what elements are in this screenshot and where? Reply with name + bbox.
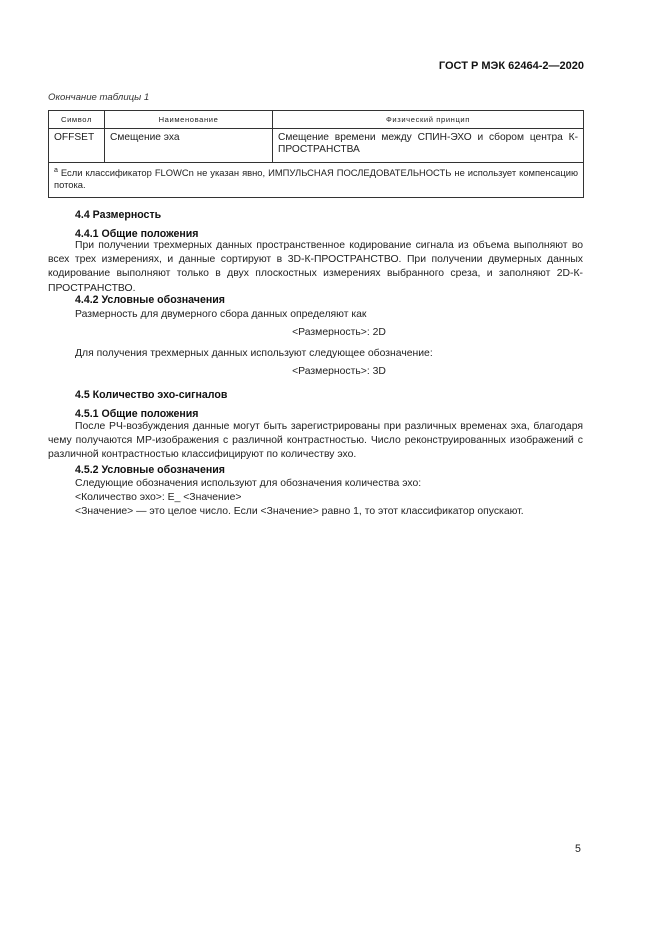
section-4-5-1-text	[48, 420, 583, 463]
formula-2d: <Размерность>: 2D	[292, 327, 386, 338]
echo-count-intro: Следующие обозначения используют для обозначения количества эхо:	[75, 478, 422, 489]
value-definition: <Значение> — это целое число. Если <Значение> равно 1, то этот классификатор опускают.	[75, 506, 524, 517]
table-caption: Окончание таблицы 1	[48, 92, 150, 103]
section-4-5-title: 4.5 Количество эхо-сигналов	[75, 389, 228, 401]
table-row	[49, 129, 584, 163]
document-header: ГОСТ Р МЭК 62464-2—2020	[438, 60, 584, 72]
table-footnote-row	[49, 163, 584, 198]
table-header-row	[49, 111, 584, 129]
column-header-name: Наименование	[105, 111, 273, 129]
page-number: 5	[575, 843, 581, 855]
dimension-2d-intro: Размерность для двумерного сбора данных определяют как	[75, 309, 367, 320]
cell-principle: Смещение времени между СПИН-ЭХО и сбором центра К-ПРОСТРАНСТВА	[273, 129, 584, 163]
dimension-3d-intro: Для получения трехмерных данных используют следующее обозначение:	[75, 348, 433, 359]
cell-symbol: OFFSET	[49, 129, 105, 163]
section-4-4-1-text	[48, 239, 583, 296]
section-4-4-2-title: 4.4.2 Условные обозначения	[75, 294, 225, 306]
echo-count-notation: <Количество эхо>: E_ <Значение>	[75, 492, 242, 503]
section-4-4-title: 4.4 Размерность	[75, 209, 162, 221]
table-footnote	[49, 163, 584, 198]
column-header-symbol: Символ	[49, 111, 105, 129]
paragraph: При получении трехмерных данных пространственное кодирование сигнала из объема выполняют во всех трех измерениях, и данные сортируют в 3D-К-ПРОСТРАНСТВО. При получении двумерных данных кодирование выполняют только в двух плоскостных измерениях выбранного среза, и заполняют 2D-К-ПРОСТРАНСТВО.	[48, 240, 583, 294]
symbols-table	[48, 110, 584, 198]
column-header-principle: Физический принцип	[273, 111, 584, 129]
section-4-5-2-title: 4.5.2 Условные обозначения	[75, 464, 225, 476]
footnote-mark: a	[54, 166, 58, 174]
cell-name: Смещение эха	[105, 129, 273, 163]
footnote-text: Если классификатор FLOWCn не указан явно, ИМПУЛЬСНАЯ ПОСЛЕДОВАТЕЛЬНОСТЬ не использует компенсацию потока.	[54, 167, 578, 190]
section-4-5-1-title: 4.5.1 Общие положения	[75, 408, 199, 420]
paragraph: После РЧ-возбуждения данные могут быть зарегистрированы при различных временах эха, благодаря чему получаются МР-изображения с различной контрастностью. Число реконструированных изображений с различной контрастностью классифицируют по количеству эхо.	[48, 421, 583, 461]
section-4-4-1-title: 4.4.1 Общие положения	[75, 228, 199, 240]
formula-3d: <Размерность>: 3D	[292, 366, 386, 377]
